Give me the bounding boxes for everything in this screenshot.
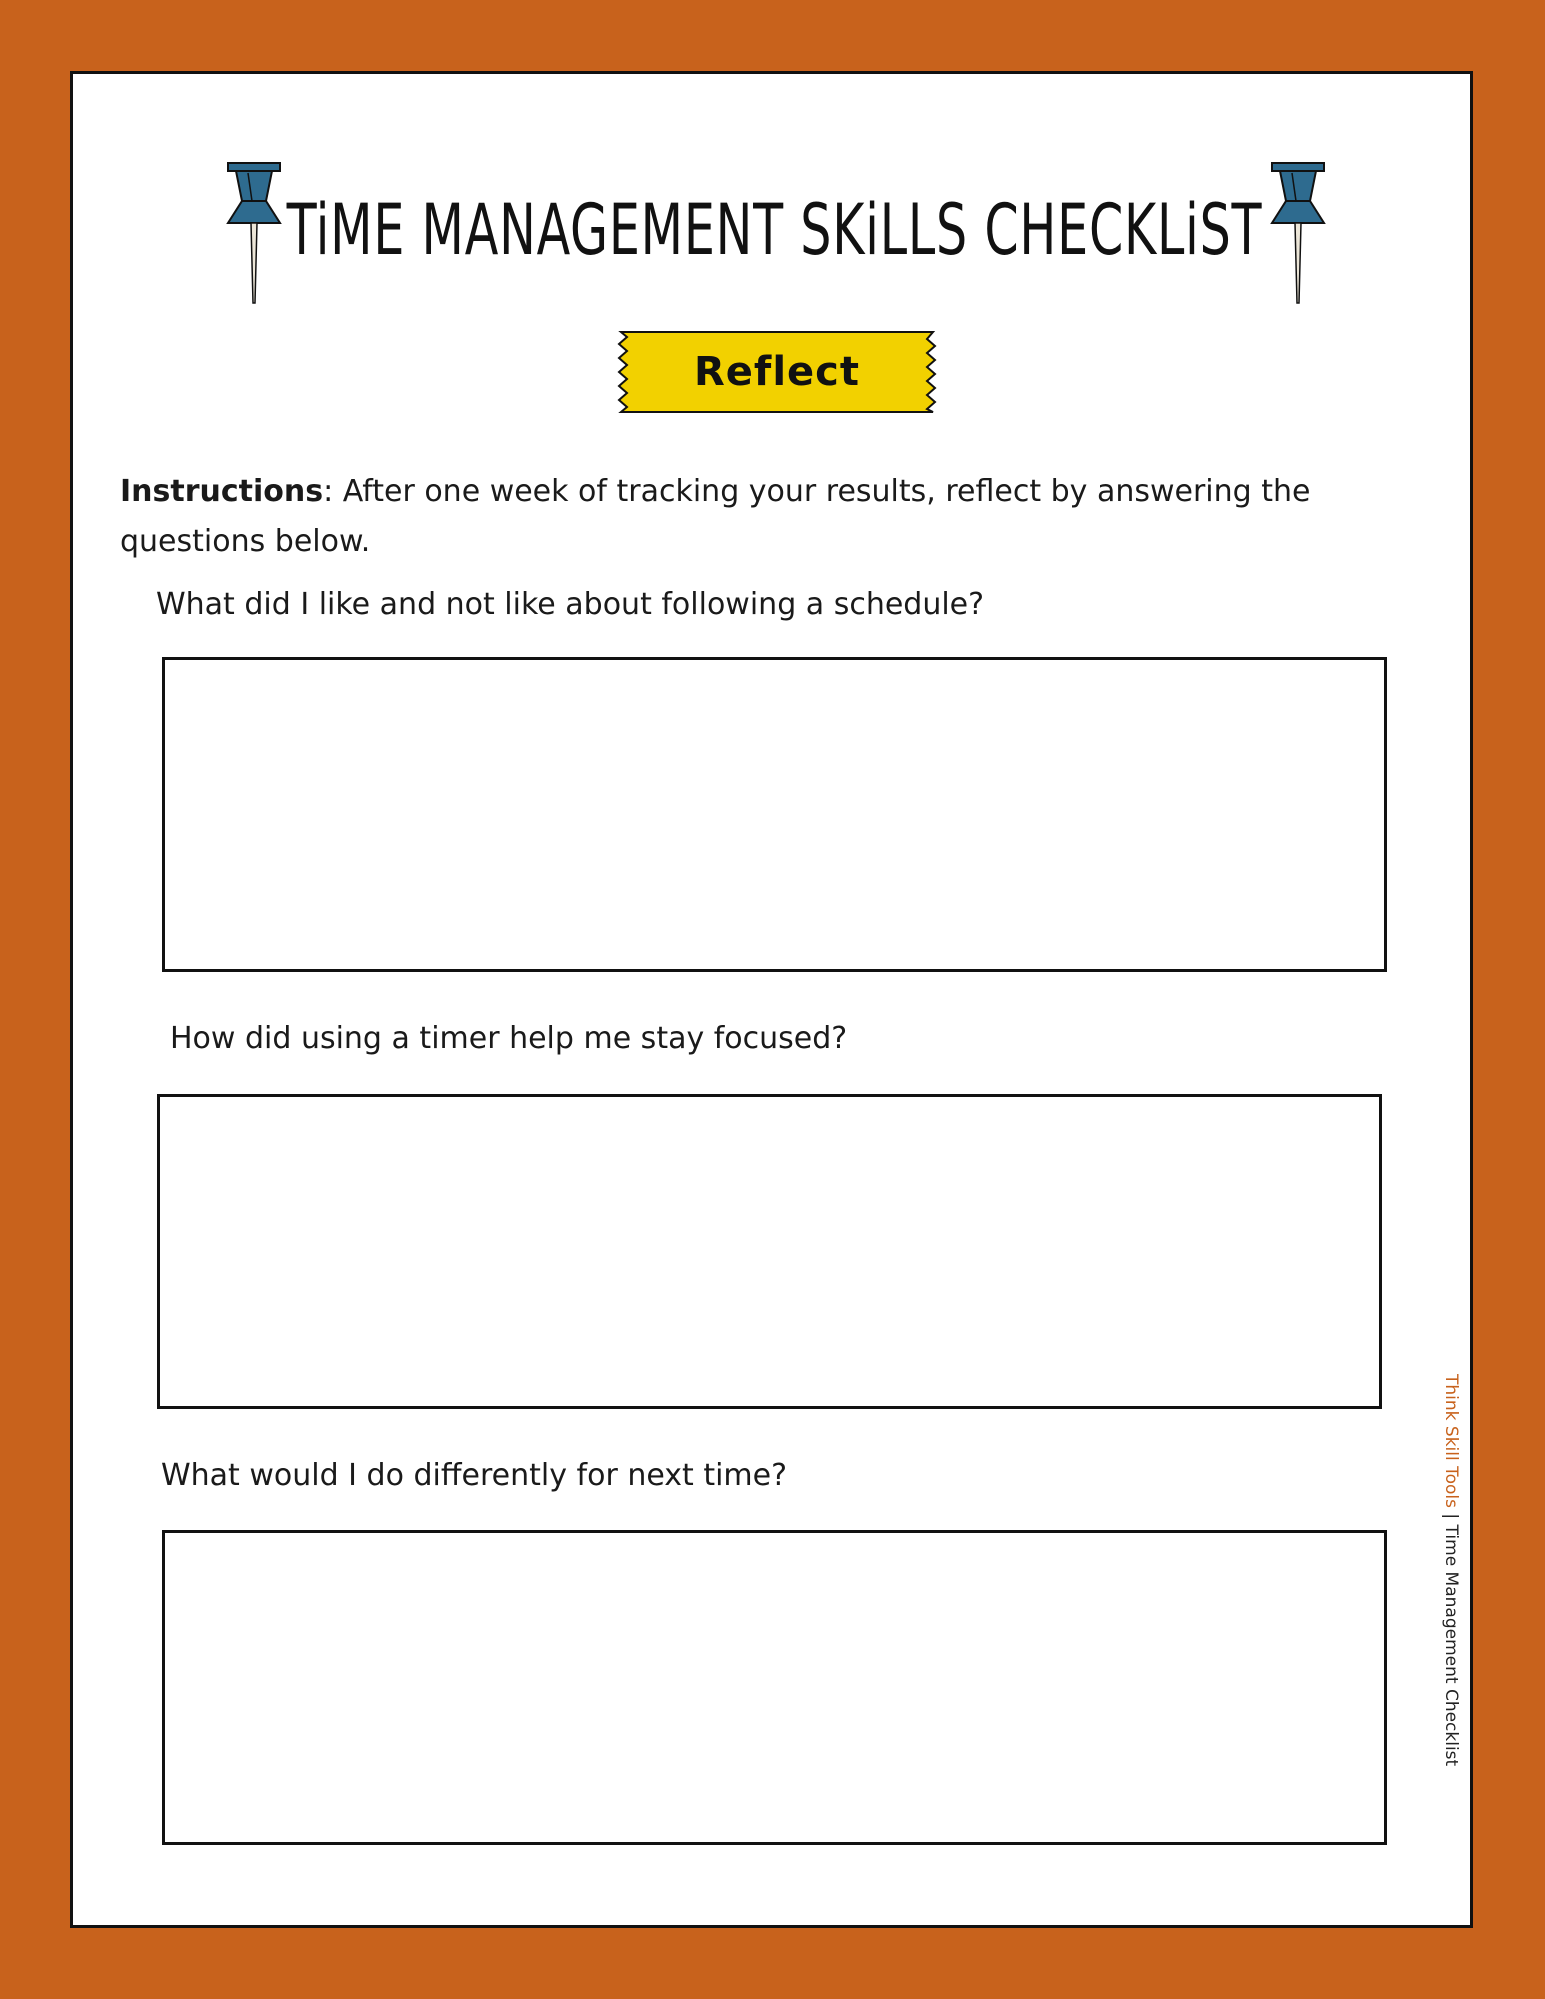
push-pin-icon — [1266, 161, 1330, 305]
section-label: Reflect — [693, 349, 860, 395]
document-title: Time Management Checklist — [1441, 1524, 1461, 1767]
answer-box-3[interactable] — [162, 1530, 1387, 1845]
instructions-label: Instructions — [120, 474, 324, 509]
answer-box-1[interactable] — [162, 657, 1387, 972]
footer-credit — [1441, 1374, 1461, 1766]
credit-separator: | — [1441, 1508, 1461, 1525]
question-3: What would I do differently for next time? — [161, 1458, 788, 1493]
instructions-text: : After one week of tracking your results, reflect by answering the questions below. — [120, 474, 1311, 559]
instructions — [120, 467, 1420, 567]
question-2: How did using a timer help me stay focused? — [170, 1021, 848, 1056]
answer-box-2[interactable] — [157, 1094, 1382, 1409]
page-title: TiME MANAGEMENT SKiLLS CHECKLiST — [286, 189, 1263, 271]
worksheet-page — [70, 71, 1473, 1928]
question-1: What did I like and not like about following a schedule? — [156, 587, 985, 622]
brand-name: Think Skill Tools — [1441, 1374, 1461, 1508]
